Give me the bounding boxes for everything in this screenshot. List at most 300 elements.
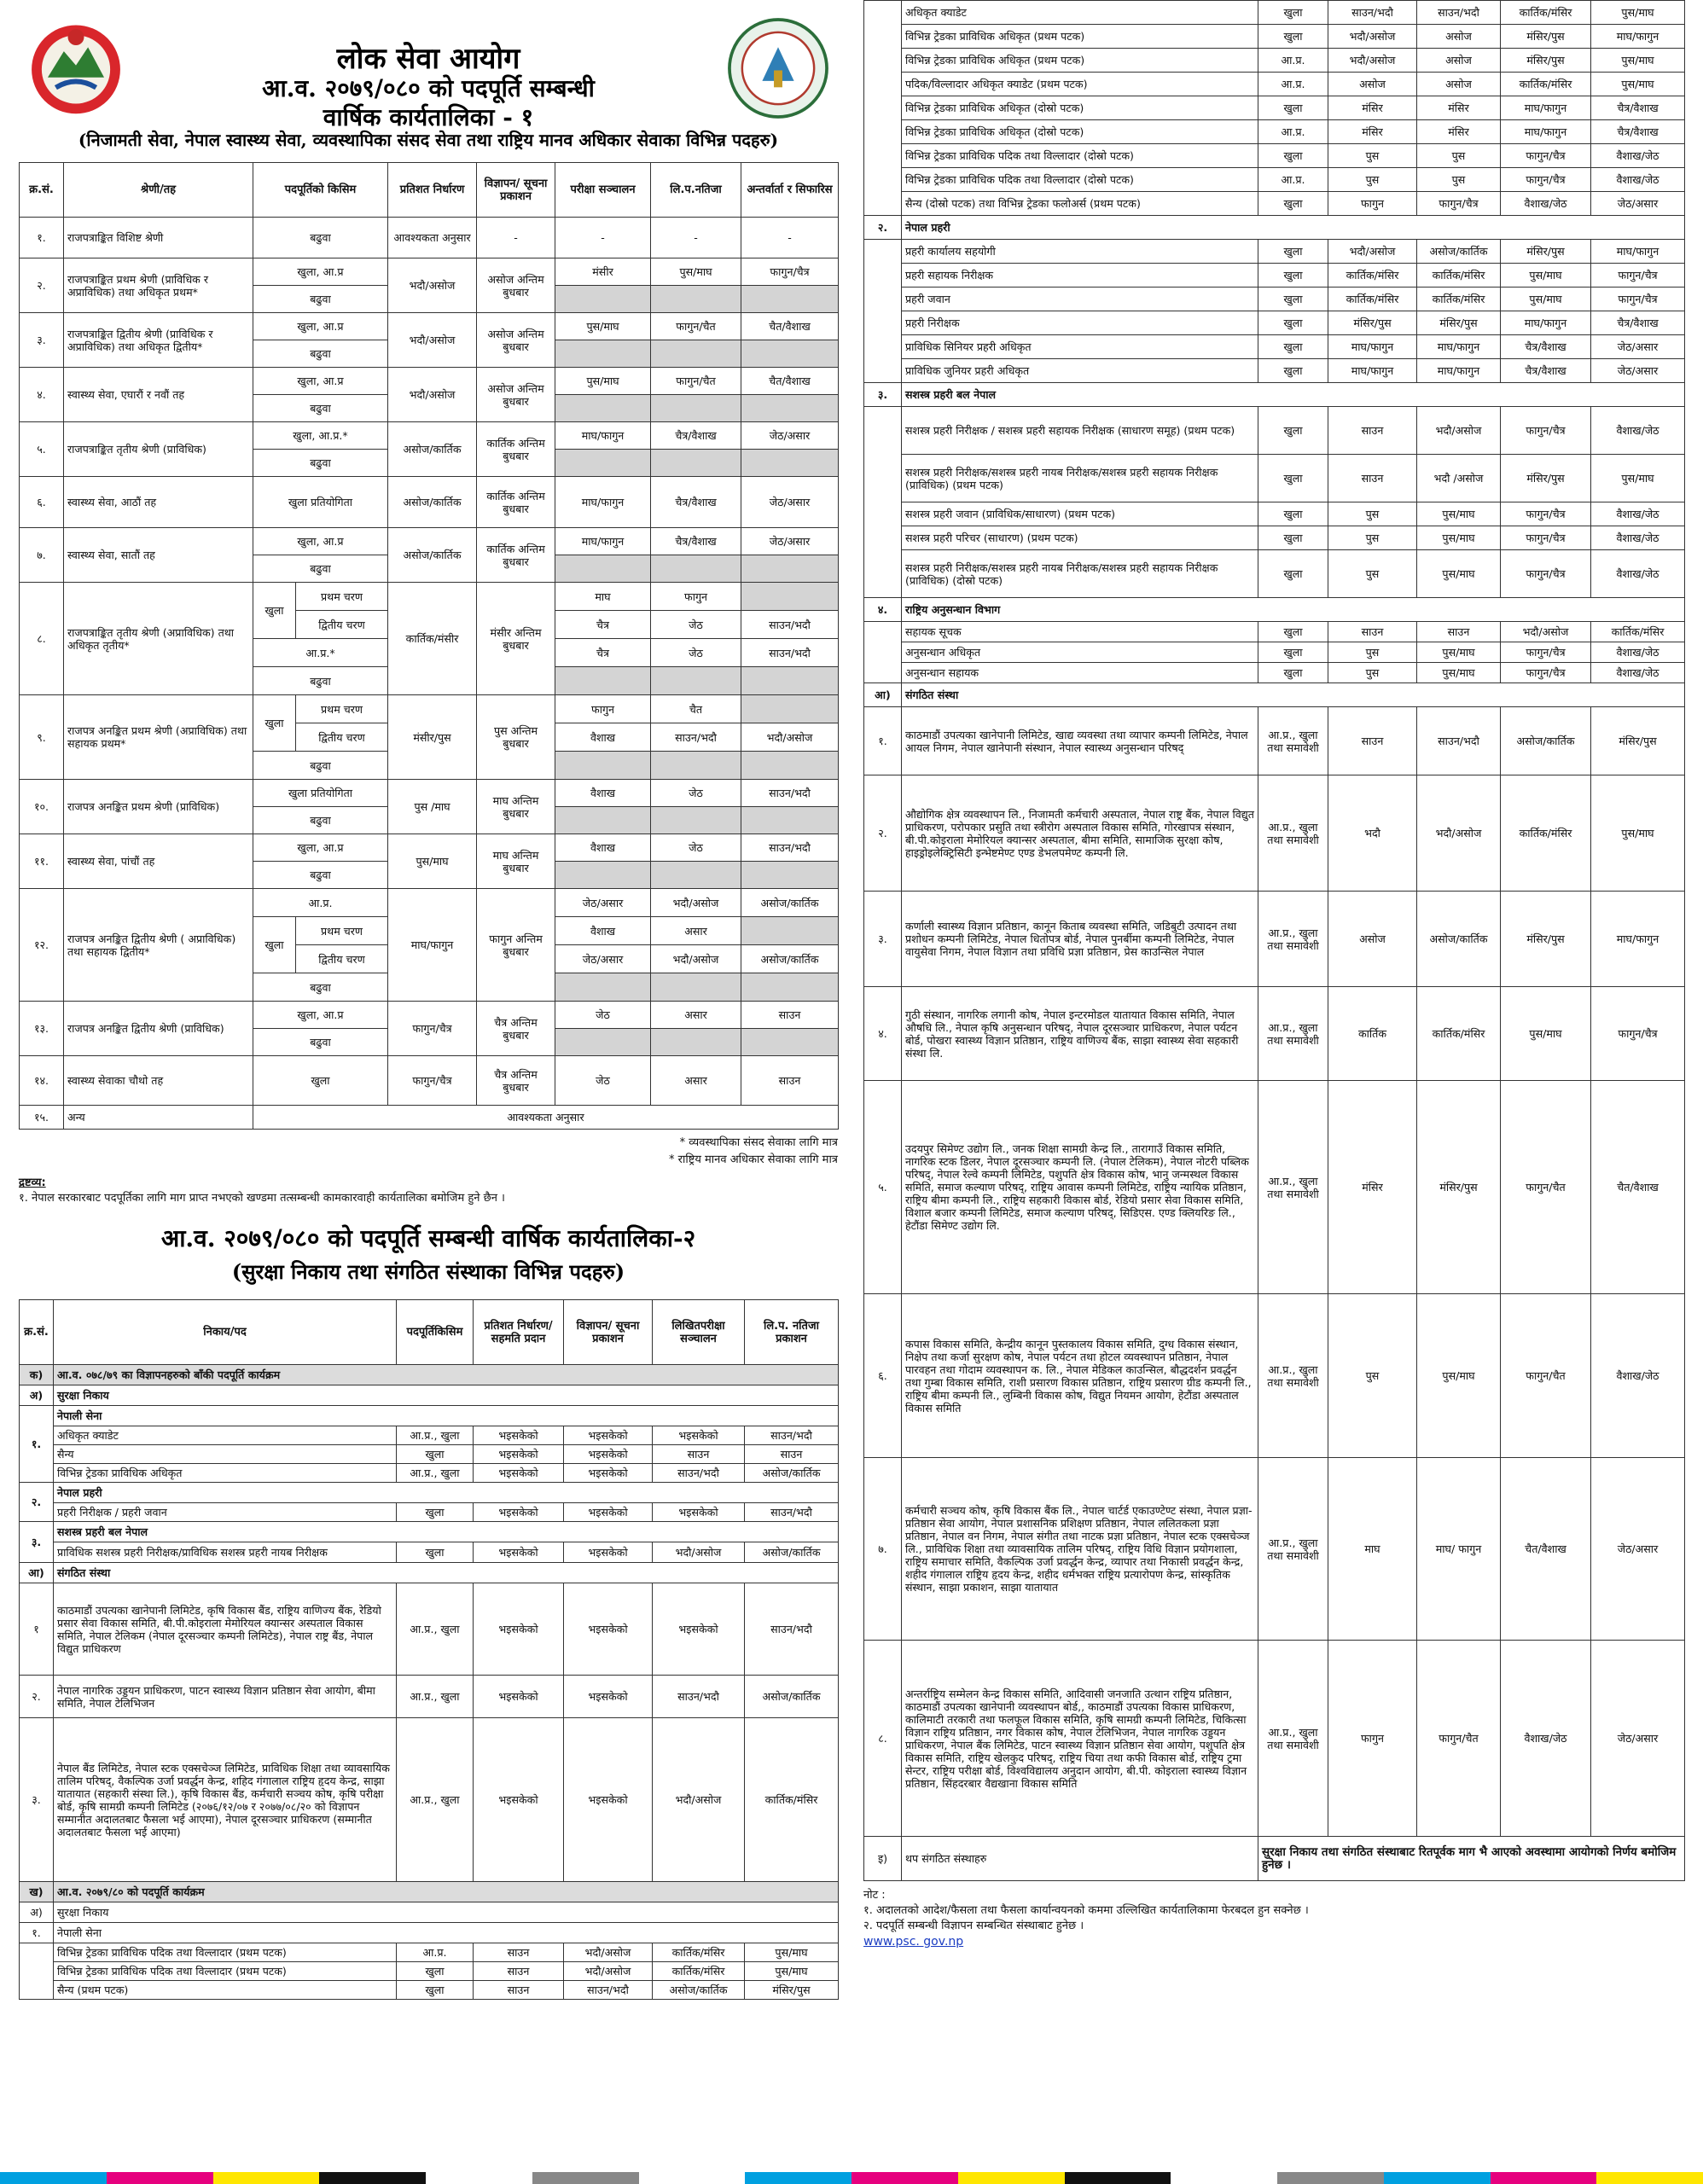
col-header: विज्ञापन/ सूचना प्रकाशन bbox=[477, 163, 555, 218]
cell: भइसकेको bbox=[474, 1542, 564, 1563]
col-header: क्र.सं. bbox=[20, 1300, 54, 1365]
cell: आ.प्र. bbox=[253, 889, 388, 917]
cell: कार्तिक/मंसिर bbox=[1328, 288, 1417, 311]
schedule-2-table bbox=[19, 1299, 839, 2000]
cell: भइसकेको bbox=[564, 1583, 653, 1676]
cell: अन्तर्राष्ट्रिय सम्मेलन केन्द्र विकास समिति, आदिवासी जनजाति उत्थान राष्ट्रिय प्रतिष्ठान, काठमाडौं उपत्यका खानेपानी व्यवस्थापन बोर्ड,, काठमाडौं उपत्यका विकास प्राधिकरण, कालिमाटी तरकारी तथा फलफूल विकास समिति, कृषि सामग्री कम्पनी लिमिटेड, चिकित्सा विज्ञान राष्ट्रिय प्रतिष्ठान, नगर विकास कोष, नेपाल टेलिभिजन, नेपाल नागरिक उड्डयन प्राधिकरण, नेपाल बैंक लिमिटेड, पाटन स्वास्थ्य विज्ञान प्रतिष्ठान सेवा आयोग, पशुपति क्षेत्र विकास समिति, राष्ट्रिय खेलकुद परिषद्, राष्ट्रिय चिया तथा कफी विकास बोर्ड, राष्ट्रिय ट्रमा सेन्टर, राष्ट्रिय परीक्षा बोर्ड, विश्वविद्यालय अनुदान आयोग, बी.पी. कोइराला स्वास्थ्य विज्ञान प्रतिष्ठान, सिंहदरबार वैद्यखाना विकास समिति bbox=[902, 1641, 1258, 1837]
table-row bbox=[864, 775, 1685, 892]
cell: असार bbox=[651, 1056, 741, 1106]
cell: भदौ/असोज bbox=[564, 1962, 653, 1981]
cell: चैत्र bbox=[555, 639, 651, 667]
table-row bbox=[864, 240, 1685, 264]
shaded-cell bbox=[741, 807, 839, 834]
schedule-1-table bbox=[19, 162, 839, 1130]
cell: साउन/भदौ bbox=[741, 639, 839, 667]
cell: माघ/फागुन bbox=[555, 528, 651, 555]
cell: विभिन्न ट्रेडका प्राविधिक पदिक तथा विल्लादार (प्रथम पटक) bbox=[54, 1962, 397, 1981]
cell: जेठ/असार bbox=[1591, 1458, 1685, 1641]
shaded-cell bbox=[555, 395, 651, 422]
cell: पुस/माघ bbox=[1417, 663, 1501, 683]
cell: मंसिर/पुस bbox=[1501, 892, 1591, 987]
shaded-cell bbox=[651, 450, 741, 477]
cell: पुस bbox=[1328, 168, 1417, 192]
cell: मंसीर अन्तिम बुधबार bbox=[477, 583, 555, 695]
cell: वैशाख/जेठ bbox=[1501, 1641, 1591, 1837]
shaded-cell bbox=[651, 667, 741, 695]
cell: भइसकेको bbox=[564, 1464, 653, 1483]
cell: भदौ /असोज bbox=[1417, 455, 1501, 502]
table-row bbox=[20, 1583, 839, 1676]
cell: ७. bbox=[864, 1458, 902, 1641]
cell: भइसकेको bbox=[474, 1583, 564, 1676]
table-row bbox=[864, 1641, 1685, 1837]
cell: भइसकेको bbox=[564, 1426, 653, 1445]
cell: भदौ/असोज bbox=[1501, 622, 1591, 642]
cell: असोज अन्तिम बुधबार bbox=[477, 313, 555, 368]
table-row bbox=[864, 526, 1685, 550]
section-row bbox=[864, 683, 1685, 707]
shaded-cell bbox=[651, 395, 741, 422]
cell: असोज अन्तिम बुधबार bbox=[477, 368, 555, 422]
cell: कार्तिक/मंसिर bbox=[1417, 288, 1501, 311]
cell: चैत/वैशाख bbox=[741, 313, 839, 340]
cell: साउन/भदौ bbox=[741, 834, 839, 862]
table-row bbox=[864, 192, 1685, 216]
cell: मंसिर bbox=[1417, 96, 1501, 120]
cell: चैत्र/वैशाख bbox=[1591, 311, 1685, 335]
cell: फागुन/चैत्र bbox=[1501, 168, 1591, 192]
cell: फागुन/चैत्र bbox=[388, 1002, 477, 1056]
shaded-cell bbox=[651, 340, 741, 368]
cell: बढुवा bbox=[253, 862, 388, 889]
cell: खुला bbox=[397, 1503, 474, 1522]
cell: माघ/फागुन bbox=[1417, 359, 1501, 383]
cell: अनुसन्धान अधिकृत bbox=[902, 642, 1258, 663]
cell: भदौ/असोज bbox=[388, 258, 477, 313]
cell: पुस/माघ bbox=[745, 1943, 839, 1962]
cell: पुस/माघ bbox=[1591, 455, 1685, 502]
cell: आ.प्र., खुला तथा समावेशी bbox=[1258, 987, 1328, 1081]
cell: पुस अन्तिम बुधबार bbox=[477, 695, 555, 780]
section-row bbox=[864, 598, 1685, 622]
cell: विभिन्न ट्रेडका प्राविधिक पदिक तथा विल्लादार (दोस्रो पटक) bbox=[902, 144, 1258, 168]
cell: खुला bbox=[1258, 144, 1328, 168]
bottom-note bbox=[863, 1888, 1684, 1950]
cell: असोज/कार्तिक bbox=[745, 1464, 839, 1483]
cell: भदौ/असोज bbox=[1328, 240, 1417, 264]
table-row bbox=[864, 25, 1685, 49]
table-row bbox=[864, 663, 1685, 683]
grade-cell: राजपत्र अनङ्कित प्रथम श्रेणी (प्राविधिक) bbox=[64, 780, 253, 834]
cell: माघ/फागुन bbox=[388, 889, 477, 1002]
cell: कार्तिक/मंसिर bbox=[1417, 264, 1501, 288]
col-header: पदपूर्तिकिसिम bbox=[397, 1300, 474, 1365]
cell: इ) bbox=[864, 1837, 902, 1881]
cell: अ) bbox=[20, 1902, 54, 1923]
cell: साउन/भदौ bbox=[745, 1426, 839, 1445]
cell: माघ/फागुन bbox=[1591, 25, 1685, 49]
col-header: श्रेणी/तह bbox=[64, 163, 253, 218]
cell: कार्तिक/मंसिर bbox=[653, 1943, 745, 1962]
cell: २. bbox=[864, 216, 902, 240]
cell: खुला bbox=[1258, 502, 1328, 526]
cell: असोज/कार्तिक bbox=[1501, 707, 1591, 775]
cell: साउन bbox=[1328, 622, 1417, 642]
cell: आ) bbox=[20, 1563, 54, 1583]
cell: थप संगठित संस्थाहरु bbox=[902, 1837, 1258, 1881]
cell: असोज bbox=[1328, 73, 1417, 96]
cell: औद्योगिक क्षेत्र व्यवस्थापन लि., निजामती कर्मचारी अस्पताल, नेपाल राष्ट्र बैंक, नेपाल विद्युत प्राधिकरण, परोपकार प्रसुति तथा स्त्रीरोग अस्पताल विकास समिति, गोरखापत्र संस्थान, बी.पी.कोइराला मेमोरियल क्यान्सर अस्पताल, बीमा समिति, सामाजिक सुरक्षा कोष, हाइड्रोइलेक्ट्रिसिटी इन्भेष्टमेण्ट एण्ड डेभलपमेण्ट कम्पनी लि. bbox=[902, 775, 1258, 892]
cell: भइसकेको bbox=[474, 1718, 564, 1882]
cell: चैत्र/वैशाख bbox=[651, 528, 741, 555]
org-title: लोक सेवा आयोग bbox=[336, 42, 520, 76]
cell: जेठ/असार bbox=[1591, 1641, 1685, 1837]
cell: भदौ/असोज bbox=[564, 1943, 653, 1962]
cell: पुस/माघ bbox=[388, 834, 477, 889]
shaded-cell bbox=[741, 973, 839, 1002]
cell: कपास विकास समिति, केन्द्रीय कानून पुस्तकालय विकास समिति, दुग्ध विकास संस्थान, निक्षेप तथा कर्जा सुरक्षण कोष, नेपाल पर्यटन तथा होटल व्यवस्थापन प्रतिष्ठान, नेपाल पारवहन तथा गोदाम व्यवस्थापन क. लि., नेपाल मेडिकल काउन्सिल, बौद्धदर्शन प्रवर्द्धन तथा गुम्बा विकास समिति, राशी प्रसारण विकास प्रतिष्ठान, राष्ट्रिय प्रसारण ग्रीड कम्पनी लि., राष्ट्रिय बीमा कम्पनी लि., लुम्बिनी विकास कोष, विद्युत नियमन आयोग, हेटौंडा अस्पताल विकास समिति bbox=[902, 1294, 1258, 1458]
table-row bbox=[20, 258, 839, 286]
cell: ५. bbox=[864, 1081, 902, 1294]
cell: नेपाल बैंड लिमिटेड, नेपाल स्टक एक्सचेञ्ज लिमिटेड, प्राविधिक शिक्षा तथा व्यावसायिक तालिम परिषद्, वैकल्पिक उर्जा प्रवर्द्धन केन्द्र, शहिद गंगालाल राष्ट्रिय हृदय केन्द्र, साझा यातायात (सहकारी संस्था लि.), कृषि विकास बैंड, कर्मचारी सञ्चय कोष, कृषि परीक्षा बोर्ड, कृषि सामग्री कम्पनी लिमिटेड (२०७६/१२/०७ र २०७७/०८/२० को विज्ञापन सम्मानीत अदालतबाट फैसला भई आएमा), नेपाल दूरसञ्चार प्राधिकरण (सम्मानीत अदालतबाट फैसला भई आएमा) bbox=[54, 1718, 397, 1882]
table-row bbox=[20, 1426, 839, 1445]
cell: आ.प्र., खुला bbox=[397, 1464, 474, 1483]
cell: प्राविधिक सशस्त्र प्रहरी निरीक्षक/प्राविधिक सशस्त्र प्रहरी नायब निरीक्षक bbox=[54, 1542, 397, 1563]
shaded-cell bbox=[555, 450, 651, 477]
cell bbox=[864, 622, 902, 683]
cell: पुस/माघ bbox=[1591, 1, 1685, 25]
cell: खुला, आ.प्र.* bbox=[253, 422, 388, 450]
table-row bbox=[864, 96, 1685, 120]
cell: - bbox=[555, 218, 651, 258]
cell: मंसिर bbox=[1417, 120, 1501, 144]
cell: भइसकेको bbox=[653, 1503, 745, 1522]
cell: खुला bbox=[1258, 311, 1328, 335]
cell: खुला, आ.प्र bbox=[253, 258, 388, 286]
cell: खुला bbox=[1258, 1, 1328, 25]
cell: भदौ/असोज bbox=[651, 945, 741, 973]
schedule-title-line1: आ.व. २०७९/०८० को पदपूर्ति सम्बन्धी bbox=[262, 74, 595, 102]
cell: प्रथम चरण bbox=[296, 583, 388, 611]
table-row bbox=[864, 359, 1685, 383]
table-row bbox=[864, 264, 1685, 288]
cell: भदौ/असोज bbox=[1417, 775, 1501, 892]
cell: खुला प्रतियोगिता bbox=[253, 780, 388, 807]
col-header: प्रतिशत निर्धारण/ सहमति प्रदान bbox=[474, 1300, 564, 1365]
cell: सुरक्षा निकाय bbox=[54, 1385, 839, 1406]
section-row bbox=[20, 1902, 839, 1923]
table-row bbox=[20, 780, 839, 807]
shaded-cell bbox=[555, 340, 651, 368]
cell: कार्तिक/मंसिर bbox=[653, 1962, 745, 1981]
cell: फागुन/चैत्र bbox=[1501, 144, 1591, 168]
row-number: १३. bbox=[20, 1002, 64, 1056]
cell: फागुन bbox=[651, 583, 741, 611]
cell: साउन/भदौ bbox=[653, 1676, 745, 1718]
col-header: विज्ञापन/ सूचना प्रकाशन bbox=[564, 1300, 653, 1365]
col-header: परीक्षा सञ्चालन bbox=[555, 163, 651, 218]
cell: बढुवा bbox=[253, 555, 388, 583]
table-row bbox=[20, 695, 839, 723]
note-item: २. पदपूर्ति सम्बन्धी विज्ञापन सम्बन्धित संस्थाबाट हुनेछ । bbox=[863, 1920, 1084, 1932]
cell: प्रहरी जवान bbox=[902, 288, 1258, 311]
shaded-cell bbox=[651, 752, 741, 780]
cell: खुला bbox=[1258, 240, 1328, 264]
cell: सैन्य bbox=[54, 1445, 397, 1464]
cell: खुला bbox=[1258, 663, 1328, 683]
cell: मंसीर/पुस bbox=[388, 695, 477, 780]
cell: भदौ/असोज bbox=[388, 313, 477, 368]
cell: २. bbox=[20, 1676, 54, 1718]
cell: माघ/ फागुन bbox=[1417, 1458, 1501, 1641]
cell: वैशाख/जेठ bbox=[1591, 144, 1685, 168]
shaded-cell bbox=[741, 1029, 839, 1056]
cell: भदौ/असोज bbox=[1328, 49, 1417, 73]
grade-cell: राजपत्राङ्कित द्वितीय श्रेणी (प्राविधिक र अप्राविधिक) तथा अधिकृत द्वितीय* bbox=[64, 313, 253, 368]
cell: भइसकेको bbox=[474, 1503, 564, 1522]
cell: प्रथम चरण bbox=[296, 917, 388, 945]
cell: बढुवा bbox=[253, 752, 388, 780]
cell: भइसकेको bbox=[474, 1426, 564, 1445]
cell: साउन bbox=[1417, 622, 1501, 642]
shaded-cell bbox=[741, 917, 839, 945]
grade-cell: स्वास्थ्य सेवा, एघारौं र नवौं तह bbox=[64, 368, 253, 422]
cell: प्रहरी निरीक्षक / प्रहरी जवान bbox=[54, 1503, 397, 1522]
cell: कार्तिक/मंसिर bbox=[1591, 622, 1685, 642]
row-number: ५. bbox=[20, 422, 64, 477]
cell: फागुन/चैत bbox=[651, 313, 741, 340]
table-row bbox=[864, 311, 1685, 335]
table-row bbox=[20, 1943, 839, 1962]
table-row bbox=[20, 1002, 839, 1029]
shaded-cell bbox=[555, 752, 651, 780]
cell bbox=[864, 1, 902, 216]
table-row bbox=[20, 1056, 839, 1106]
cell: भदौ/असोज bbox=[651, 889, 741, 917]
cell: फागुन/चैत bbox=[1501, 1081, 1591, 1294]
cell: नेपाली सेना bbox=[54, 1406, 839, 1426]
cell: अ) bbox=[20, 1385, 54, 1406]
cell: आ.प्र. bbox=[1258, 168, 1328, 192]
cell: मंसिर bbox=[1328, 120, 1417, 144]
grade-cell: राजपत्र अनङ्कित प्रथम श्रेणी (अप्राविधिक) तथा सहायक प्रथम* bbox=[64, 695, 253, 780]
cell: साउन bbox=[1328, 455, 1417, 502]
shaded-cell bbox=[651, 286, 741, 313]
cell: भइसकेको bbox=[564, 1542, 653, 1563]
cell: कार्तिक अन्तिम बुधबार bbox=[477, 477, 555, 528]
shaded-cell bbox=[555, 862, 651, 889]
cell: सशस्त्र प्रहरी निरीक्षक/सशस्त्र प्रहरी नायब निरीक्षक/सशस्त्र प्रहरी सहायक निरीक्षक (प्राविधिक) (प्रथम पटक) bbox=[902, 455, 1258, 502]
cell: काठमाडौं उपत्यका खानेपानी लिमिटेड, खाद्य व्यवस्था तथा व्यापार कम्पनी लिमिटेड, नेपाल आयल निगम, नेपाल खानेपानी संस्थान, नेपाल स्वास्थ्य अनुसन्धान परिषद् bbox=[902, 707, 1258, 775]
cell: वैशाख/जेठ bbox=[1591, 550, 1685, 598]
grade-cell: स्वास्थ्य सेवा, सातौं तह bbox=[64, 528, 253, 583]
cell: असोज अन्तिम बुधबार bbox=[477, 258, 555, 313]
cell bbox=[864, 240, 902, 383]
cell: साउन bbox=[741, 1002, 839, 1029]
cell: भदौ/असोज bbox=[653, 1542, 745, 1563]
cell: माघ/फागुन bbox=[555, 477, 651, 528]
footnotes bbox=[19, 1135, 838, 1169]
cell: चैत्र अन्तिम बुधबार bbox=[477, 1056, 555, 1106]
right-column bbox=[863, 0, 1684, 1950]
table-row bbox=[20, 583, 839, 611]
cell: साउन bbox=[653, 1445, 745, 1464]
cell: कर्मचारी सञ्चय कोष, कृषि विकास बैंक लि., नेपाल चार्टर्ड एकाउण्टेण्ट संस्था, नेपाल प्रज्ञा-प्रतिष्ठान सेवा आयोग, नेपाल प्रशासनिक प्रशिक्षण प्रतिष्ठान, नेपाल ललितकला प्रज्ञा प्रतिष्ठान, नेपाल वन निगम, नेपाल संगीत तथा नाटक प्रज्ञा प्रतिष्ठान, नेपाल स्टक एक्सचेञ्ज लि., प्राविधिक शिक्षा तथा व्यावसायिक तालिम परिषद्, राष्ट्रिय विधि विज्ञान प्रयोगशाला, राष्ट्रिय समाचार समिति, वैकल्पिक उर्जा प्रवर्द्धन केन्द्र, व्यापार तथा निकासी प्रवर्द्धन केन्द्र, शहीद गंगालाल राष्ट्रिय हृदय केन्द्र, शहीद धर्मभक्त राष्ट्रिय प्रत्यारोपण केन्द्र, सांस्कृतिक संस्थान, साझा प्रकाशन, साझा यातायात bbox=[902, 1458, 1258, 1641]
table-row bbox=[864, 407, 1685, 455]
cell: मंसिर/पुस bbox=[1501, 240, 1591, 264]
cell: चैत्र bbox=[555, 611, 651, 639]
cell: विभिन्न ट्रेडका प्राविधिक अधिकृत (प्रथम पटक) bbox=[902, 49, 1258, 73]
cell: आ.प्र. bbox=[1258, 73, 1328, 96]
cell: साउन/भदौ bbox=[1417, 707, 1501, 775]
cell: आ.प्र. bbox=[397, 1943, 474, 1962]
cell: खुला bbox=[253, 1056, 388, 1106]
cell: आ.व. ०७८/७९ का विज्ञापनहरुको बाँकी पदपूर्ति कार्यक्रम bbox=[54, 1365, 839, 1385]
cell: पुस/माघ bbox=[1417, 502, 1501, 526]
cell: आ.प्र., खुला तथा समावेशी bbox=[1258, 892, 1328, 987]
cell: चैत्र/वैशाख bbox=[1591, 96, 1685, 120]
cell: चैत/वैशाख bbox=[1591, 1081, 1685, 1294]
cell: खुला bbox=[1258, 407, 1328, 455]
cell: खुला bbox=[253, 695, 296, 752]
cell: फागुन/चैत bbox=[1417, 1641, 1501, 1837]
cell: कार्तिक/मंसिर bbox=[1501, 73, 1591, 96]
note-item: १. अदालतको आदेश/फैसला तथा फैसला कार्यान्वयनको कममा उल्लिखित कार्यतालिकामा फेरबदल हुन सक्नेछ । bbox=[863, 1904, 1309, 1917]
schedule-2-title-line2: (सुरक्षा निकाय तथा संगठित संस्थाका विभिन्न पदहरु) bbox=[231, 1259, 625, 1284]
cell: भइसकेको bbox=[474, 1464, 564, 1483]
cell: साउन/भदौ bbox=[741, 780, 839, 807]
col-header: लि.प. नतिजा प्रकाशन bbox=[745, 1300, 839, 1365]
cell: भइसकेको bbox=[564, 1676, 653, 1718]
cell: ३. bbox=[864, 383, 902, 407]
shaded-cell bbox=[651, 807, 741, 834]
cell: माघ/फागुन bbox=[1328, 335, 1417, 359]
cell: माघ/फागुन bbox=[1591, 892, 1685, 987]
cell: असोज bbox=[1417, 25, 1501, 49]
cell: माघ/फागुन bbox=[555, 422, 651, 450]
cell: पुस/माघ bbox=[1417, 1294, 1501, 1458]
table-row bbox=[864, 1, 1685, 25]
row-number: ८. bbox=[20, 583, 64, 695]
cell: पुस bbox=[1328, 1294, 1417, 1458]
cell: साउन/भदौ bbox=[745, 1583, 839, 1676]
cell: विभिन्न ट्रेडका प्राविधिक अधिकृत (दोस्रो पटक) bbox=[902, 96, 1258, 120]
shaded-cell bbox=[741, 583, 839, 611]
cell: आ) bbox=[864, 683, 902, 707]
cell: पुस bbox=[1328, 642, 1417, 663]
cell: खुला bbox=[1258, 192, 1328, 216]
col-header: पदपूर्तिको किसिम bbox=[253, 163, 388, 218]
cell: साउन bbox=[741, 1056, 839, 1106]
cell: विभिन्न ट्रेडका प्राविधिक अधिकृत (प्रथम पटक) bbox=[902, 25, 1258, 49]
cell: फागुन/चैत्र bbox=[1591, 987, 1685, 1081]
table-row bbox=[864, 892, 1685, 987]
row-number: ९. bbox=[20, 695, 64, 780]
cell: भइसकेको bbox=[564, 1718, 653, 1882]
cell: फागुन/चैत्र bbox=[1501, 642, 1591, 663]
cell: जेठ/असार bbox=[741, 528, 839, 555]
shaded-cell bbox=[741, 286, 839, 313]
cell: फागुन/चैत्र bbox=[1501, 663, 1591, 683]
cell: असोज bbox=[1328, 892, 1417, 987]
col-header: अन्तर्वार्ता र सिफारिस bbox=[741, 163, 839, 218]
cell: - bbox=[651, 218, 741, 258]
cell: फागुन/चैत्र bbox=[1501, 550, 1591, 598]
cell: असोज/कार्तिक bbox=[1417, 240, 1501, 264]
row-number: ७. bbox=[20, 528, 64, 583]
table-row bbox=[864, 1294, 1685, 1458]
table-row bbox=[20, 1445, 839, 1464]
cell: पुस/माघ bbox=[1501, 987, 1591, 1081]
cell: चैत्र अन्तिम बुधबार bbox=[477, 1002, 555, 1056]
grade-cell: अन्य bbox=[64, 1106, 253, 1130]
cell: असोज/कार्तिक bbox=[388, 528, 477, 583]
cell: खुला bbox=[1258, 526, 1328, 550]
cell: प्रहरी सहायक निरीक्षक bbox=[902, 264, 1258, 288]
schedule-title-line2: वार्षिक कार्यतालिका - १ bbox=[323, 103, 534, 131]
cell: राष्ट्रिय अनुसन्धान विभाग bbox=[902, 598, 1685, 622]
cell: माघ/फागुन bbox=[1501, 120, 1591, 144]
table-row bbox=[864, 1081, 1685, 1294]
cell: असोज/कार्तिक bbox=[745, 1676, 839, 1718]
shaded-cell bbox=[741, 555, 839, 583]
cell: फागुन/चैत्र bbox=[1591, 264, 1685, 288]
table-row bbox=[864, 502, 1685, 526]
psc-website-link[interactable]: www.psc. gov.np bbox=[863, 1935, 964, 1949]
cell: सुरक्षा निकाय bbox=[54, 1902, 839, 1923]
cell: १. bbox=[864, 707, 902, 775]
col-header: क्र.सं. bbox=[20, 163, 64, 218]
schedule-2-title bbox=[19, 1222, 838, 1286]
cell: असोज/कार्तिक bbox=[388, 477, 477, 528]
cell: फागुन/चैत्र bbox=[1501, 502, 1591, 526]
cell: आ.प्र., खुला bbox=[397, 1583, 474, 1676]
cell: चैत्र/वैशाख bbox=[651, 422, 741, 450]
grade-cell: राजपत्राङ्कित प्रथम श्रेणी (प्राविधिक र अप्राविधिक) तथा अधिकृत प्रथम* bbox=[64, 258, 253, 313]
cell: भइसकेको bbox=[564, 1503, 653, 1522]
section-row bbox=[864, 216, 1685, 240]
schedule-2-table-continued bbox=[863, 0, 1685, 1881]
col-header: निकाय/पद bbox=[54, 1300, 397, 1365]
cell: वैशाख bbox=[555, 834, 651, 862]
cell: बढुवा bbox=[253, 340, 388, 368]
cell: पुस/माघ bbox=[651, 258, 741, 286]
section-row bbox=[20, 1923, 839, 1943]
cell: नेपाली सेना bbox=[54, 1923, 839, 1943]
shaded-cell bbox=[741, 395, 839, 422]
cell: २. bbox=[20, 1483, 54, 1522]
cell: आ.प्र., खुला तथा समावेशी bbox=[1258, 1081, 1328, 1294]
shaded-cell bbox=[555, 667, 651, 695]
cell: वैशाख/जेठ bbox=[1591, 526, 1685, 550]
cell: सशस्त्र प्रहरी निरीक्षक / सशस्त्र प्रहरी सहायक निरीक्षक (साधारण समूह) (प्रथम पटक) bbox=[902, 407, 1258, 455]
cell: असोज/कार्तिक bbox=[1417, 892, 1501, 987]
cell: मंसिर/पुस bbox=[1328, 311, 1417, 335]
cell: साउन/भदौ bbox=[653, 1464, 745, 1483]
print-color-bar bbox=[0, 2172, 1703, 2184]
cell: चैत्र/वैशाख bbox=[1501, 335, 1591, 359]
cell: अधिकृत क्याडेट bbox=[54, 1426, 397, 1445]
cell: खुला bbox=[1258, 335, 1328, 359]
cell: द्वितीय चरण bbox=[296, 611, 388, 639]
cell: वैशाख bbox=[555, 780, 651, 807]
row-number: ३. bbox=[20, 313, 64, 368]
cell: खुला bbox=[397, 1542, 474, 1563]
table-row bbox=[864, 288, 1685, 311]
cell: भइसकेको bbox=[564, 1445, 653, 1464]
cell: बढुवा bbox=[253, 1029, 388, 1056]
cell: आ.प्र., खुला तथा समावेशी bbox=[1258, 1641, 1328, 1837]
